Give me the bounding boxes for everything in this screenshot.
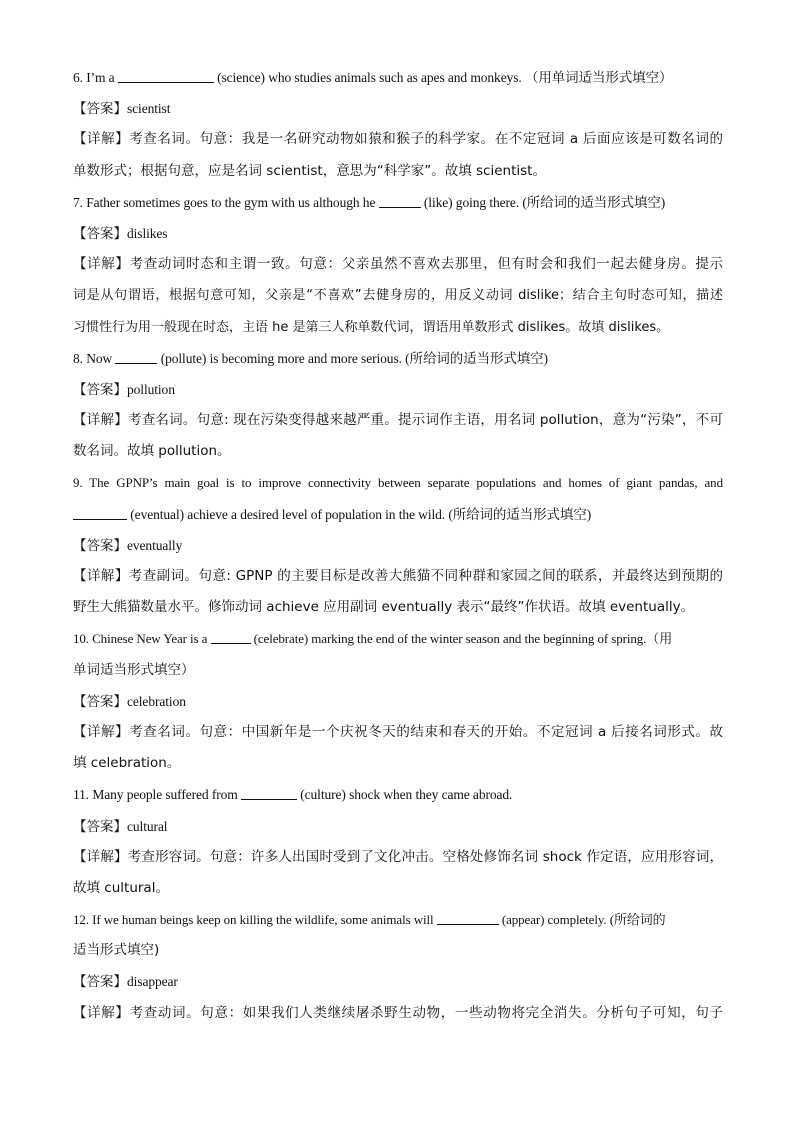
question-10-line-1 xyxy=(73,623,723,654)
answer-blank xyxy=(379,194,421,208)
detail-8-line-2: 数名词。故填 pollution。 xyxy=(73,443,231,460)
answer-label: 【答案】 xyxy=(73,818,127,835)
question-text: 6. I’m a xyxy=(73,70,118,85)
question-11 xyxy=(73,779,723,810)
answer-value: cultural xyxy=(127,818,168,834)
detail-9-line-2: 野生大熊猫数量水平。修饰动词 achieve 应用副词 eventually 表示“最终”作状语。故填 eventually。 xyxy=(73,599,695,616)
detail-10-line-2: 填 celebration。 xyxy=(73,755,181,772)
answer-value: eventually xyxy=(127,537,183,553)
question-text: (like) going there. (所给词的适当形式填空) xyxy=(420,194,666,210)
question-8 xyxy=(73,343,723,374)
detail-8-line-1 xyxy=(73,405,723,436)
question-text: 12. If we human beings keep on killing the wildlife, some animals will xyxy=(73,912,437,928)
answer-blank xyxy=(437,911,499,925)
question-12-line-2: 适当形式填空) xyxy=(73,942,160,959)
answer-10 xyxy=(73,686,723,717)
answer-12 xyxy=(73,966,723,997)
detail-label: 【详解】 xyxy=(73,723,130,740)
detail-label: 【详解】 xyxy=(73,131,130,148)
detail-label: 【详解】 xyxy=(73,256,130,273)
question-9-line-2 xyxy=(73,499,723,530)
detail-6-line-2: 单数形式；根据句意，应是名词 scientist，意思为“科学家”。故填 scientist。 xyxy=(73,162,546,179)
detail-7-line-1 xyxy=(73,249,723,280)
answer-blank xyxy=(115,350,157,364)
document-page xyxy=(73,62,723,1029)
answer-value: scientist xyxy=(127,101,171,117)
question-text: 11. Many people suffered from xyxy=(73,787,241,803)
question-12-line-1 xyxy=(73,904,723,935)
detail-label: 【详解】 xyxy=(73,412,128,429)
question-text: (celebrate) marking the end of the winter season and the beginning of spring.（用 xyxy=(250,631,673,647)
detail-label: 【详解】 xyxy=(73,848,128,865)
answer-label: 【答案】 xyxy=(73,225,127,242)
detail-6-line-1 xyxy=(73,124,723,155)
question-text: (eventual) achieve a desired level of population in the wild. (所给词的适当形式填空) xyxy=(127,506,592,522)
answer-6 xyxy=(73,93,723,124)
answer-8 xyxy=(73,374,723,405)
detail-11-line-2: 故填 cultural。 xyxy=(73,879,169,896)
question-7 xyxy=(73,187,723,218)
answer-label: 【答案】 xyxy=(73,974,127,991)
detail-text: 考查名词。句意：我是一名研究动物如猿和猴子的科学家。在不定冠词 a 后面应该是可数名词的 xyxy=(129,131,723,148)
answer-blank xyxy=(118,69,214,83)
question-text: 7. Father sometimes goes to the gym with us although he xyxy=(73,194,379,210)
detail-text: 考查形容词。句意：许多人出国时受到了文化冲击。空格处修饰名词 shock 作定语，应用形容词， xyxy=(127,848,723,865)
detail-text: 考查名词。句意: 现在污染变得越来越严重。提示词作主语，用名词 pollution，意为“污染”，不可 xyxy=(127,412,723,429)
detail-label: 【详解】 xyxy=(73,1004,130,1021)
detail-text: 考查名词。句意：中国新年是一个庆祝冬天的结束和春天的开始。不定冠词 a 后接名词形式。故 xyxy=(129,723,723,740)
answer-7 xyxy=(73,218,723,249)
answer-11 xyxy=(73,811,723,842)
answer-blank xyxy=(211,630,251,644)
answer-value: dislikes xyxy=(127,225,168,241)
question-text: (culture) shock when they came abroad. xyxy=(296,787,513,803)
detail-7-line-2: 词是从句谓语，根据句意可知，父亲是“不喜欢”去健身房的，用反义动词 dislike；结合主句时态可知，描述 xyxy=(73,288,723,304)
answer-blank xyxy=(73,506,127,520)
question-text: (pollute) is becoming more and more serious. (所给词的适当形式填空) xyxy=(157,350,548,366)
question-9-line-1: 9. The GPNP’s main goal is to improve connectivity between separate populations and homes of giant pandas, and xyxy=(73,475,723,491)
detail-12-line-1 xyxy=(73,998,723,1029)
detail-label: 【详解】 xyxy=(73,568,129,584)
question-text: 8. Now xyxy=(73,350,116,366)
answer-value: disappear xyxy=(127,974,178,990)
detail-text: 考查副词。句意: GPNP 的主要目标是改善大熊猫不同种群和家园之间的联系，并最终达到预期的 xyxy=(128,568,723,584)
detail-7-line-3: 习惯性行为用一般现在时态，主语 he 是第三人称单数代词，谓语用单数形式 dislikes。故填 dislikes。 xyxy=(73,319,670,335)
question-text: 10. Chinese New Year is a xyxy=(73,631,211,647)
answer-value: celebration xyxy=(127,693,186,709)
answer-blank xyxy=(241,786,297,800)
question-text: (appear) completely. (所给词的 xyxy=(498,912,666,928)
answer-value: pollution xyxy=(127,381,175,397)
detail-10-line-1 xyxy=(73,717,723,748)
answer-label: 【答案】 xyxy=(73,381,127,398)
detail-text: 考查动词。句意：如果我们人类继续屠杀野生动物，一些动物将完全消失。分析句子可知，句子 xyxy=(129,1004,723,1021)
question-6 xyxy=(73,62,723,93)
detail-text: 考查动词时态和主谓一致。句意：父亲虽然不喜欢去那里，但有时会和我们一起去健身房。提示 xyxy=(129,256,723,273)
answer-label: 【答案】 xyxy=(73,101,127,118)
question-10-line-2: 单词适当形式填空） xyxy=(73,661,195,678)
answer-9 xyxy=(73,530,723,561)
answer-label: 【答案】 xyxy=(73,693,127,710)
detail-9-line-1 xyxy=(73,561,723,592)
detail-11-line-1 xyxy=(73,842,723,873)
question-text: (science) who studies animals such as apes and monkeys. （用单词适当形式填空） xyxy=(213,70,673,85)
answer-label: 【答案】 xyxy=(73,537,127,554)
